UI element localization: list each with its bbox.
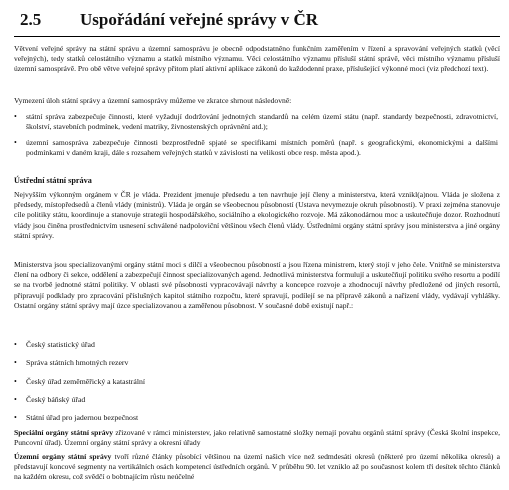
task-bullet-selfgov: [14, 138, 498, 158]
task-bullet-state: [14, 112, 498, 132]
special-text: zřizované v rámci ministerstev, jako relativně samostatné složky nemají povahu orgánů státní správy (Česká školní inspekce, Puncovní úřad). Územní orgány státní správy a okresní úřady: [14, 428, 500, 448]
intro-paragraph: Větvení veřejné správy na státní správu a územní samosprávu je obecně odpodstatněno funkčním zaměřením v řízení a spravování veřejných statků (věcí veřejných), tedy statků celostátního významu a statků místního významu. Věci celostátního významu přísluší státní správě, věci místního významu přísluší územní samosprávě. Pro obě větve veřejné správy přitom platí aktivní aplikace zákonů do každodenní praxe, příslušející výkonné moci (viz předchozí text).: [14, 44, 500, 74]
list-item-office: • Státní úřad pro jadernou bezpečnost: [14, 413, 139, 422]
section-heading: [14, 2, 500, 37]
territorial-paragraph: [14, 452, 500, 483]
special-paragraph: [14, 428, 500, 448]
bullet-icon: •: [14, 112, 17, 121]
central-paragraph-2: Ministerstva jsou specializovanými orgány státní moci s dílčí a všeobecnou působností a jsou řízena ministrem, který stojí v jeho čele. Vnitřně se ministerstva člení na odbory či sekce, oddělení a zabezpečují činnost specializovaných agend. Jednotlivá ministerstva formulují a uskutečňují politiku svého resortu a podílí se na tvorbě jednotné státní politiky. V oblasti své působnosti vypracovávají návrhy a koncepce rozvoje a zhodnocují návrhy předložené od jiných resortů, připravují podklady pro zpracování příslušných kapitol státního rozpočtu, které spravují, podílejí se na přípravě zákonů a nařízení vlády, vydávají vyhlášky. Ostatní orgány státní správy mají úzce specializovanou a zaměřenou působnost. V současné době existují např.:: [14, 260, 500, 310]
list-item-office: • Český statistický úřad: [14, 340, 95, 349]
task-bullet-text: územní samospráva zabezpečuje činnosti bezprostředně spjaté se specifikami místních poměrů (např. s geografickými, ekonomickými a dalšími podmínkami v daném kraji, dále s rozsahem veřejných statků v závislosti na velikosti obce resp. města apod.).: [26, 138, 498, 158]
central-paragraph-1: Nejvyšším výkonným orgánem v ČR je vláda. Prezident jmenuje předsedu a ten navrhuje její členy a ministerstva, která vznikl(a)nou. Vláda je složena z předsedy, místopředsedů a členů vlády (ministrů). Vláda je orgán se všeobecnou působností (Ustava nevymezuje okruh působnosti). V praxi zejména stanovuje cíle politiky státu, koordinuje a stanovuje strategii hospodářského, sociálního a ekologického rozvoje. Má zákonodárnou moc a uskutečňuje dozor. Rozhodnutí vlády jsou činěna prostřednictvím usnesení schválené nadpoloviční většinou všech členů vlády. Ústředními orgány státní správy jsou ministerstva a jiné orgány státní správy.: [14, 190, 500, 240]
section-number: 2.5: [20, 10, 42, 29]
task-bullet-text: státní správa zabezpečuje činnosti, které vyžadují dodržování jednotných standardů na celém území státu (např. standardy bezpečnosti, zdravotnictví, školství, stavebních podmínek, vedení matriky, živnostenských oprávnění atd.);: [26, 112, 498, 132]
territorial-text: tvoří různé články působící většinou na území našich více než sedmdesáti okresů (některé pro území několika okresů) a představují koncové segmenty na vertikálních osách kompetencí ústředních orgánů. V průběhu 90. let vzniklo až po současnost kolem tři desítek těchto článků na každém okresu, což svědčí o bobtnajícím růstu neúčelné: [14, 452, 500, 482]
section-title: Uspořádání veřejné správy v ČR: [80, 10, 318, 29]
list-item-office: • Český báňský úřad: [14, 395, 86, 404]
bullet-icon: •: [14, 138, 17, 147]
list-item-office: • Správa státních hmotných rezerv: [14, 358, 129, 367]
special-lead: Speciální orgány státní správy: [14, 428, 114, 437]
central-heading: Ústřední státní správa: [14, 176, 92, 185]
territorial-lead: Územní orgány státní správy: [14, 452, 112, 461]
list-item-office: • Český úřad zeměměřický a katastrální: [14, 377, 146, 386]
tasks-intro: Vymezení úloh státní správy a územní samosprávy můžeme ve zkratce shrnout následovně:: [14, 96, 292, 105]
